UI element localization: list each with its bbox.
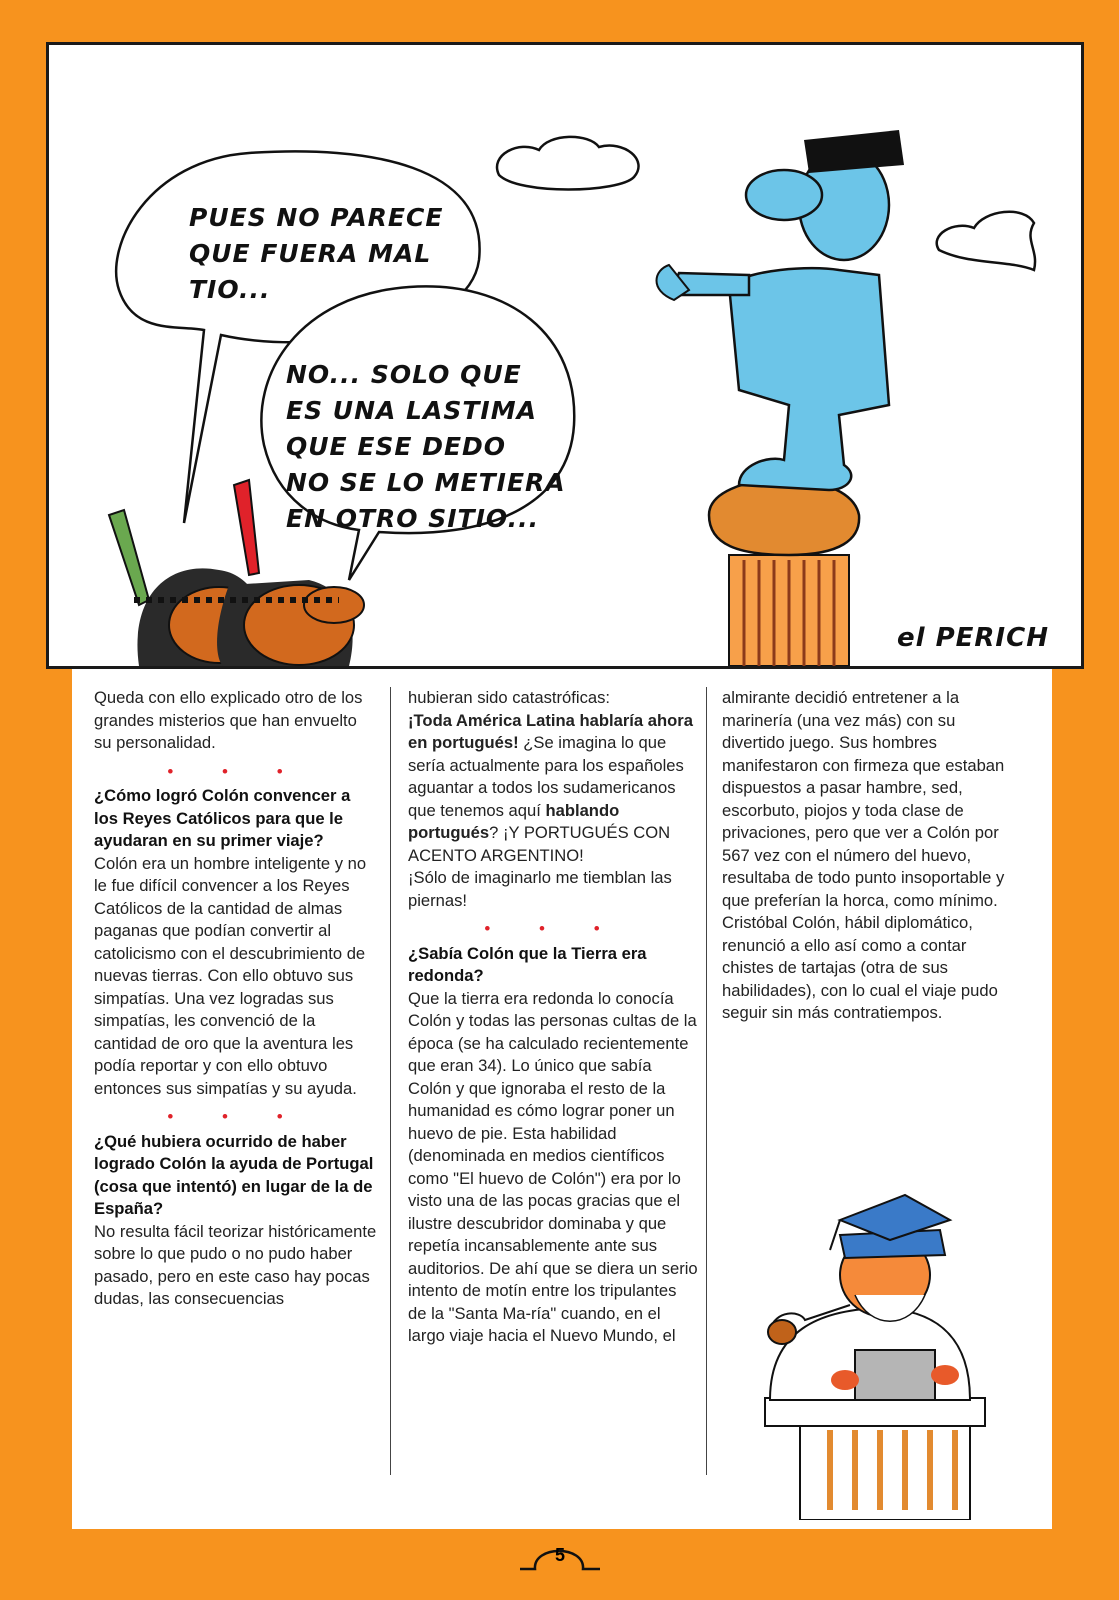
separator-dots: • • • (167, 1107, 305, 1126)
column-divider (706, 687, 707, 1475)
statue-hat (804, 130, 904, 173)
bubble2-line: ES UNA LASTIMA (286, 396, 537, 425)
answer-2-exclamation: ¡Toda América Latina hablaría ahora en portugués! (408, 710, 693, 752)
answer-1: Colón era un hombre inteligente y no le fue difícil convencer a los Reyes Católicos de la cantidad de almas paganas que podían convertir al catolicismo con el descubrimiento de nuevas tierras. Con ello obtuvo sus simpatías. Una vez logradas sus simpatías, les convenció de la cantidad de oro que la aventura les podía reportar y con ello obtuvo entonces sus simpatías y su ayuda. (94, 853, 367, 1098)
statue-body (729, 268, 889, 490)
cloud-1 (497, 137, 639, 190)
answer-3-continued: almirante decidió entretener a la marinería (una vez más) con su divertido juego. Sus hombres manifestaron con firmeza que estaban dispuestos a pasar hambre, sed, escorbuto, piojos y toda clase de privaciones, pero que ver a Colón por 567 vez con el número del huevo, resultaba de todo punto insoportable y que preferían la horca, como mínimo. Cristóbal Colón, hábil diplomático, renunció a ello así como a contar chistes de tartajas (otra de sus habilidades), con lo cual el viaje pudo seguir sin más contratiempos. (722, 688, 1005, 1022)
artist-signature: el PERICH (897, 623, 1049, 653)
intro-paragraph: Queda con ello explicado otro de los grandes misterios que han envuelto su personalidad. (94, 688, 363, 752)
answer-2-closing: ¡Sólo de imaginarlo me tiemblan las piernas! (408, 868, 672, 910)
answer-3: Que la tierra era redonda lo conocía Colón y todas las personas cultas de la época (se ha calculado recientemente que eran 34). Lo único que sabía Colón y que ignoraba el resto de la humanidad es cómo lograr poner un huevo de pie. Esta habilidad (denominada en medios científicos como "El huevo de Colón") era por lo visto una de las pocas gracias que el ilustre descubridor dominaba y que repetía incansablemente ante sus auditorios. De ahí que se diera un serio intento de motín entre los tripulantes de la "Santa Ma-ría" cuando, en el largo viaje hacia el Nuevo Mundo, el (408, 988, 698, 1345)
page-number (515, 1535, 605, 1575)
answer-2-text: ¿Se imagina lo que sería actualmente para los españoles aguantar a todos los sudamericanos que tenemos aquí (408, 733, 684, 820)
bubble1-line: QUE FUERA MAL TIO... (189, 239, 432, 304)
question-3: ¿Sabía Colón que la Tierra era redonda? (408, 943, 647, 985)
separator-dots: • • • (167, 761, 305, 781)
scholar-illustration (760, 1180, 990, 1520)
speech-bubble-2-text (286, 357, 616, 537)
article-column-3 (722, 687, 1006, 1025)
separator-dots: • • • (484, 919, 622, 938)
indian-2-feather (234, 480, 259, 575)
cartoon-drawing (49, 45, 1081, 666)
article-column-1 (94, 687, 378, 1311)
indian-2-nose (304, 587, 364, 623)
bubble2-line: NO... SOLO QUE (286, 360, 522, 389)
answer-2: No resulta fácil teorizar históricamente sobre lo que pudo o no pudo haber pasado, pero en este caso hay pocas dudas, las consecuencias (94, 1221, 377, 1308)
question-2: ¿Qué hubiera ocurrido de haber logrado Colón la ayuda de Portugal (cosa que intentó) en lugar de la de España? (94, 1131, 374, 1218)
bubble2-line: EN OTRO SITIO... (286, 504, 540, 533)
bubble1-line: PUES NO PARECE (189, 203, 444, 232)
answer-2-bold-phrase: hablando portugués (408, 800, 620, 842)
speech-bubble-1-text (189, 200, 509, 308)
cloud-2 (937, 212, 1035, 270)
indian-1-feather (109, 510, 149, 605)
cartoon-panel (46, 42, 1084, 669)
column-divider (390, 687, 391, 1475)
column-capital (709, 479, 859, 555)
statue-nose (746, 170, 822, 220)
answer-2-continued: hubieran sido catastróficas: (408, 688, 611, 707)
article-column-2 (408, 687, 698, 1348)
bubble2-line: NO SE LO METIERA (286, 468, 566, 497)
bubble2-line: QUE ESE DEDO (286, 432, 507, 461)
page-number-text: 5 (554, 1545, 565, 1565)
question-1: ¿Cómo logró Colón convencer a los Reyes Católicos para que le ayudaran en su primer viaje? (94, 786, 351, 850)
answer-2-text: ? ¡Y PORTUGUÉS CON ACENTO ARGENTINO! (408, 823, 671, 865)
